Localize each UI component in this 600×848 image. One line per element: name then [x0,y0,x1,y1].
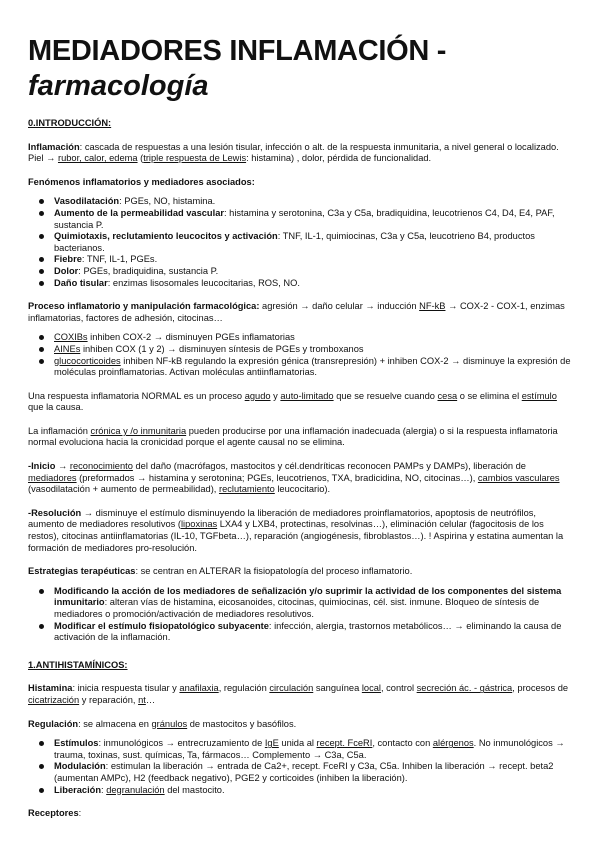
paragraph-histamina: Histamina: inicia respuesta tisular y anafilaxia, regulación circulación sanguínea local, control secreción ác. - gástrica, procesos de cicatrización y reparación, nt… [28,683,569,705]
list-item: Modificando la acción de los mediadores de señalización y/o suprimir la actividad de los componentes del sistema inmunitario: alteran vías de histamina, eicosanoides, citocinas, quimiocinas, cél. sist. inmune. Bloqueo de síntesis de mediadores o promoción/activación de mediadores resolutivos. [54,586,572,621]
paragraph-proceso: Proceso inflamatorio y manipulación farmacológica: agresión → daño celular → inducción NF-kB → COX-2 - COX-1, enzimas inflamatorias, factores de adhesión, citocinas… [28,301,565,323]
fenomenos-list [28,196,572,289]
list-item: Liberación: degranulación del mastocito. [54,785,572,797]
paragraph-inflamacion: Inflamación: cascada de respuestas a una lesión tisular, infección o alt. de la respuesta inmunitaria, a nivel general o localizado. Piel → rubor, calor, edema (triple respuesta de Lewis: histamina) , dolor, pérdida de funcionalidad. [28,141,559,164]
paragraph-regulacion: Regulación: se almacena en gránulos de mastocitos y basófilos. [28,718,297,729]
regulacion-list [28,738,572,796]
section-heading-intro: 0.INTRODUCCIÓN: [28,118,112,128]
list-item: Estímulos: inmunológicos → entrecruzamiento de IgE unida al recept. FceRI, contacto con alérgenos. No inmunológicos → trauma, toxinas, sust. químicas, Ta, fármacos… Complemento → C3a, C5a. [54,738,572,761]
list-item: Aumento de la permeabilidad vascular: histamina y serotonina, C3a y C5a, bradiquidina, leucotrienos C4, D4, E4, PAF, sustancia P. [54,208,572,231]
list-item: AINEs inhiben COX (1 y 2) → disminuyen síntesis de PGEs y tromboxanos [54,344,572,356]
paragraph-resolucion: -Resolución → disminuye el estímulo disminuyendo la liberación de mediadores proinflamatorios, apoptosis de neutrófilos, aumento de mediadores resolutivos (lipoxinas LXA4 y LXB4, protectinas, resolvinas…), eliminación celular (fagocitosis de los restos), citocinas antiinflamatorias (IL-10, TGFbeta…), reparación (angiogénesis, fibroblastos…). ! Aspirina y estatina aumentan la formación de mediadores pro-resolución. [28,507,564,553]
paragraph-normal: Una respuesta inflamatoria NORMAL es un proceso agudo y auto-limitado que se resuelve cuando cesa o se elimina el estímulo que la causa. [28,390,557,413]
list-item: Modulación: estimulan la liberación → entrada de Ca2+, recept. FceRI y C3a, C5a. Inhiben la liberación → recept. beta2 (aumentan AMPc), H2 (feedback negativo), PGE2 y corticoides (inhiben la liberación). [54,761,572,784]
paragraph-receptores: Receptores: [28,808,82,819]
list-item: Daño tisular: enzimas lisosomales leucocitarias, ROS, NO. [54,278,572,290]
fenomenos-heading: Fenómenos inflamatorios y mediadores asociados: [28,176,255,187]
farmacos-list [28,332,572,378]
estrategias-list [28,586,572,644]
section-heading-antihistaminicos: 1.ANTIHISTAMÍNICOS: [28,659,128,670]
page-title: MEDIADORES INFLAMACIÓN - [28,35,447,67]
list-item: COXIBs inhiben COX-2 → disminuyen PGEs inflamatorias [54,332,572,344]
paragraph-cronica: La inflamación crónica y /o inmunitaria pueden producirse por una inflamación inadecuada (alergia) o si la respuesta inflamatoria normal evoluciona hacia la cronicidad porque el agente causal no se elimina. [28,425,558,448]
list-item: glucocorticoides inhiben NF-kB regulando la expresión génica (transrepresión) + inhiben COX-2 → disminuye la expresión de moléculas proinflamatorias. Activan moléculas antiinflamatorias. [54,355,571,378]
list-item: Quimiotaxis, reclutamiento leucocitos y activación: TNF, IL-1, quimiocinas, C3a y C5a, leucotrieno B4, productos bacterianos. [54,231,572,254]
paragraph-estrategias: Estrategias terapéuticas: se centran en ALTERAR la fisiopatología del proceso inflamatorio. [28,566,413,577]
list-item: Vasodilatación: PGEs, NO, histamina. [54,196,572,208]
list-item: Fiebre: TNF, IL-1, PGEs. [54,254,572,266]
paragraph-inicio: -Inicio → reconocimiento del daño (macrófagos, mastocitos y cél.dendríticas reconocen PAMPs y DAMPs), liberación de mediadores (preformados → histamina y serotonina; PGEs, leucotrienos, TXA, bradicidina, NO, citocinas…), cambios vasculares (vasodilatación + aumento de permeabilidad), reclutamiento leucocitario). [28,461,560,495]
list-item: Dolor: PGEs, bradiquidina, sustancia P. [54,266,572,278]
list-item: Modificar el estímulo fisiopatológico subyacente: infección, alergia, trastornos metabólicos… → eliminando la causa de activación de la inflamación. [54,621,572,644]
page-subtitle: farmacología [28,70,209,102]
